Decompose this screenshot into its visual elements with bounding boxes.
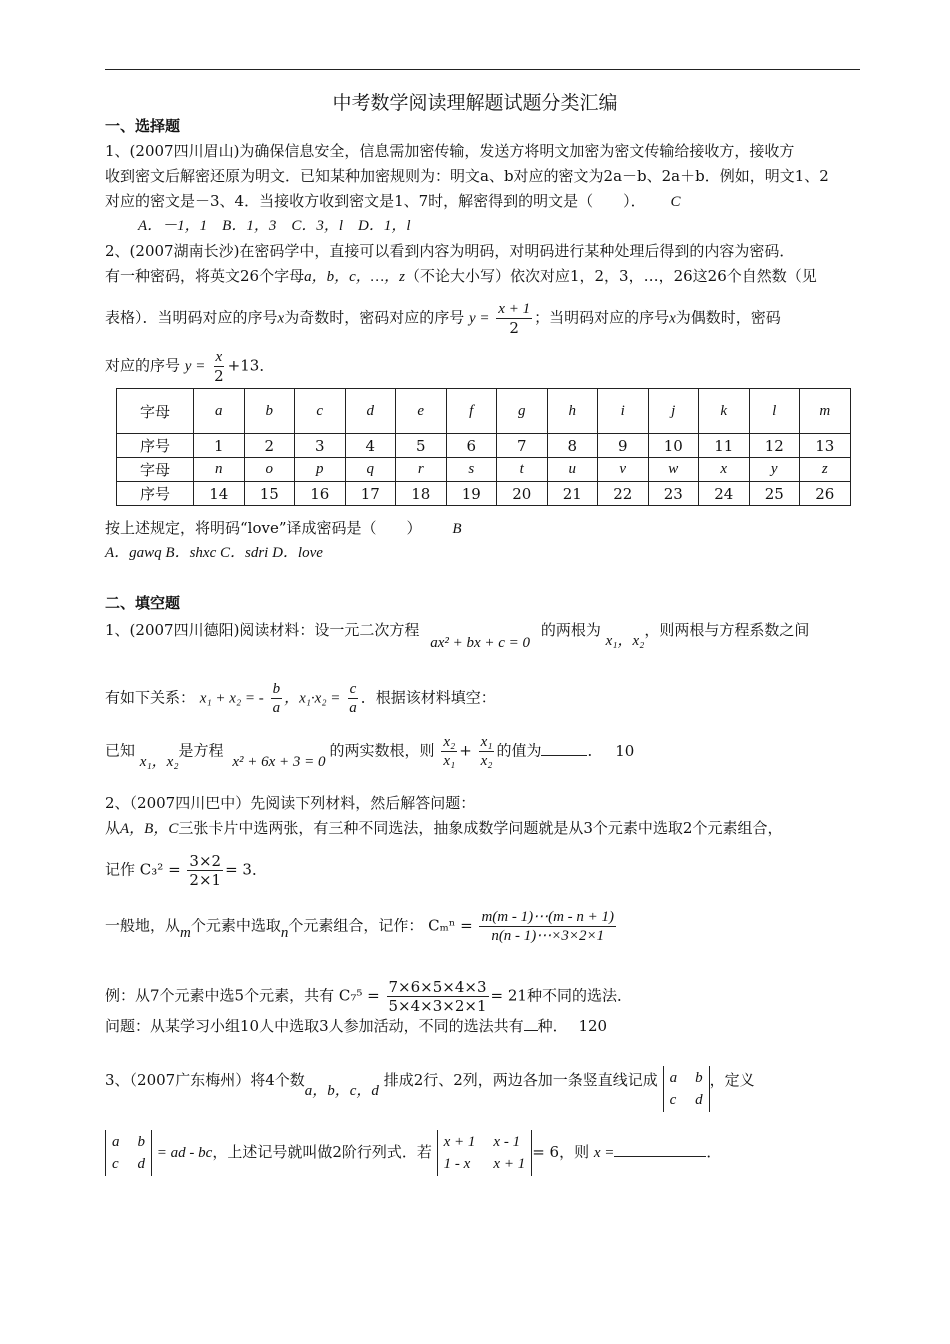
s2-q2-line6-b: 种． (537, 1017, 568, 1035)
s2-q1-line1-c: ，则两根与方程系数之间 (644, 621, 810, 639)
s2-q1-line2-b: ．根据该材料填空： (360, 688, 496, 707)
number-cell: 1 (194, 434, 245, 458)
letter-cell: n (194, 458, 245, 482)
number-cell: 8 (547, 434, 598, 458)
det-cell: d (695, 1092, 703, 1108)
s1-q1-line1: 1、(2007四川眉山)为确保信息安全，信息需加密传输，发送方将明文加密为密文传输给接收方，接收方 (105, 142, 795, 160)
s2-q2-combg-num: m(m - 1)⋯(m - n + 1) (481, 909, 615, 925)
s2-q3-vars: a，b，c，d (304, 1083, 379, 1099)
letter-cell: s (446, 458, 497, 482)
s2-q1-frac1-den: x₁ (443, 753, 456, 769)
number-cell: 4 (345, 434, 396, 458)
letter-cell: a (194, 389, 245, 434)
s2-q2-line4-a: 一般地，从 (105, 916, 181, 935)
table-row (117, 389, 851, 434)
s1-q2-line4-a: 对应的序号 (105, 356, 181, 375)
s2-q1-line3-b: 是方程 (178, 741, 224, 760)
s2-q1-sum-den: a (272, 700, 281, 716)
s2-q1-frac2-num: x₁ (480, 734, 493, 750)
s2-q1-line1-b: 的两根为 (540, 621, 601, 639)
s2-q1-frac1 (441, 733, 457, 770)
table-row (117, 482, 851, 506)
s2-q1-line3: 已知 x₁，x₂是方程 x² + 6x + 3 = 0的两实数根，则 $\frac{\text{x₂}}{\text{x₁}}$ + $\frac{\text{x₁}}{\text{x₂}}$ 的值为 ． 10 (105, 734, 635, 770)
s2-q2-comb1-den: 2×1 (189, 871, 222, 889)
s2-q2-line4-b: 个元素中选取 (190, 916, 281, 935)
letter-cell: r (396, 458, 447, 482)
section2-heading: 二、填空题 (105, 594, 181, 612)
s2-q1-line3-a: 已知 (105, 741, 136, 760)
s1-q2-options: A．gawq B．shxc C．sdri D．love (105, 545, 323, 561)
letter-cell: q (345, 458, 396, 482)
number-cell: 9 (598, 434, 649, 458)
s2-q1-line1 (105, 620, 810, 651)
s1-q2-line3 (105, 300, 781, 337)
s2-q2-comb2: C₇⁵ (338, 986, 363, 1005)
s2-q3-det-notation (663, 1066, 710, 1112)
s1-q2-question-line (105, 518, 461, 539)
s2-q3-def-rhs: = ad - bc (156, 1145, 213, 1161)
letter-cell: k (699, 389, 750, 434)
s2-q2-comb1-num: 3×2 (189, 852, 222, 870)
s2-q2-comb2-den: 5×4×3×2×1 (388, 997, 487, 1015)
s2-q2-line4: 一般地，从m个元素中选取n个元素组合，记作： Cₘⁿ = $\frac{m(m - 1)\cdots(m - n + 1)}{n(n - 1)\cdots\times 3\times 2\times 1}$ (105, 909, 615, 944)
det-cell: x - 1 (493, 1134, 521, 1150)
number-cell: 7 (497, 434, 548, 458)
s1-q2-letters: a，b，c，…，z (304, 269, 405, 285)
det-cell: b (695, 1070, 703, 1086)
s1-q2-line4 (105, 348, 274, 385)
s2-q1-equation-2: x² + 6x + 3 = 0 (232, 753, 326, 770)
s2-q2-comb2-result: = 21 (490, 986, 527, 1005)
s2-q2-comb2-fraction (387, 978, 489, 1015)
s2-q1-sum-num: b (272, 681, 281, 697)
letter-cell: x (699, 458, 750, 482)
s2-q1-prod-num: c (349, 681, 357, 697)
s2-q1-equation: ax² + bx + c = 0 (430, 635, 531, 651)
number-cell: 11 (699, 434, 750, 458)
s1-q1-answer: C (670, 194, 681, 210)
s1-q2-var-x: x (277, 310, 285, 327)
s1-q2-question: 按上述规定，将明码“love”译成密码是（ ） (105, 519, 422, 537)
s2-q3-line2 (105, 1130, 721, 1176)
s1-q2-line2 (105, 266, 817, 287)
header-rule (105, 69, 860, 70)
letter-cell: g (497, 389, 548, 434)
s2-q2-line3: 记作 C₃² = $\frac{3\times 2}{2\times 1}$ = 3． (105, 852, 267, 889)
s2-q3-line2-b: ，则 (559, 1143, 590, 1161)
number-cell: 6 (446, 434, 497, 458)
row-label-number: 序号 (117, 434, 194, 458)
s2-q2-var-m: m (180, 924, 191, 941)
s2-q3-x-eq: x = (593, 1145, 615, 1161)
s2-q1-line2 (105, 680, 496, 717)
det-cell: c (112, 1156, 119, 1172)
letter-cell: y (749, 458, 800, 482)
s2-q1-line3-d: 的值为 (496, 741, 542, 760)
det-cell: b (137, 1134, 145, 1150)
letter-cell: f (446, 389, 497, 434)
s1-q1-options: A．－1，1 B．1，3 C．3，l D．1，l (138, 218, 411, 234)
s2-q3-answer-blank (614, 1156, 706, 1157)
page-title: 中考数学阅读理解题试题分类汇编 (332, 92, 618, 114)
number-cell: 3 (295, 434, 346, 458)
s2-q2-line3-a: 记作 (105, 860, 136, 879)
s2-q2-line2-a: 从 (105, 819, 121, 837)
s1-q2-line2-a: 有一种密码，将英文26个字母 (105, 267, 305, 285)
s1-q2-answer: B (452, 521, 462, 537)
s2-q1-roots: x₁，x₂ (605, 633, 645, 649)
s2-q2-combg-den: n(n - 1)⋯×3×2×1 (491, 928, 605, 944)
s2-q1-answer: 10 (615, 741, 635, 760)
s2-q2-line5: 例：从7个元素中选5个元素，共有 C₇⁵ = $\frac{7\times 6\times 5\times 4\times 3}{5\times 4\times 3\times 2\times 1}$ = 21种不同的选法． (105, 978, 632, 1015)
s2-q2-line1: 2、（2007四川巴中）先阅读下列材料，然后解答问题： (105, 794, 476, 812)
number-cell: 25 (749, 482, 800, 506)
number-cell: 10 (648, 434, 699, 458)
s2-q1-sum-lhs: x₁ + x₂ = - (199, 690, 264, 707)
number-cell: 23 (648, 482, 699, 506)
letter-cell: j (648, 389, 699, 434)
number-cell: 15 (244, 482, 295, 506)
s2-q2-combg: Cₘⁿ (428, 916, 456, 935)
letter-cell: l (749, 389, 800, 434)
det-cell: a (669, 1070, 678, 1086)
s2-q2-vars: A，B，C (120, 821, 179, 837)
letter-cell: e (396, 389, 447, 434)
s1-q2-even-num: x (215, 349, 223, 365)
s2-q3-line1-c: ，定义 (709, 1071, 755, 1089)
s2-q2-answer-blank (524, 1030, 538, 1031)
s1-q2-line3-d: 为偶数时，密码 (675, 308, 781, 327)
number-cell: 12 (749, 434, 800, 458)
letter-cell: d (345, 389, 396, 434)
letter-cell: h (547, 389, 598, 434)
s2-q3-line1-a: 3、（2007广东梅州）将4个数 (105, 1071, 305, 1089)
s2-q1-prod-fraction (347, 680, 359, 717)
s2-q1-frac2 (479, 733, 495, 770)
number-cell: 13 (800, 434, 851, 458)
s2-q2-line2 (105, 818, 782, 839)
s1-q2-odd-lhs: y = (468, 310, 490, 327)
s2-q2-comb1-result: = 3 (225, 860, 252, 879)
number-cell: 2 (244, 434, 295, 458)
number-cell: 26 (800, 482, 851, 506)
s2-q1-frac1-num: x₂ (443, 734, 456, 750)
s2-q1-frac2-den: x₂ (480, 753, 493, 769)
s2-q3-det2-rhs: = 6 (532, 1143, 560, 1161)
letter-cell: p (295, 458, 346, 482)
letter-cell: o (244, 458, 295, 482)
letter-cell: b (244, 389, 295, 434)
s2-q2-line4-c: 个元素组合，记作： (288, 916, 424, 935)
s2-q2-comb1-fraction (187, 852, 223, 889)
number-cell: 14 (194, 482, 245, 506)
det-cell: c (669, 1092, 677, 1108)
s2-q3-line1-b: 排成2行、2列，两边各加一条竖直线记成 (383, 1071, 658, 1089)
s2-q2-line5-a: 例：从7个元素中选5个元素，共有 (105, 986, 335, 1005)
det-cell: 1 - x (443, 1156, 471, 1172)
s2-q3-end: ． (706, 1143, 722, 1161)
s2-q1-answer-blank (541, 755, 587, 756)
s2-q1-line1-a: 1、(2007四川德阳)阅读材料：设一元二次方程 (105, 621, 420, 639)
s2-q2-line6-text: 问题：从某学习小组10人中选取3人参加活动，不同的选法共有 (105, 1017, 524, 1035)
s1-q2-odd-fraction (496, 300, 532, 337)
s1-q2-even-lhs: y = (184, 358, 206, 375)
s2-q2-answer: 120 (578, 1017, 608, 1035)
s1-q2-line3-a: 表格）．当明码对应的序号 (105, 308, 278, 327)
det-cell: a (112, 1134, 120, 1150)
s1-q2-even-den: 2 (214, 367, 224, 385)
s1-q2-odd-num: x + 1 (498, 301, 531, 317)
row-label-number: 序号 (117, 482, 194, 506)
number-cell: 16 (295, 482, 346, 506)
s2-q1-prod-lhs: ，x₁·x₂ = (284, 690, 341, 707)
s2-q2-combg-fraction (479, 908, 616, 945)
s2-q1-line3-c: 的两实数根，则 (329, 741, 435, 760)
s2-q3-det-equation (437, 1130, 533, 1176)
det-cell: x + 1 (443, 1134, 476, 1150)
s1-q2-even-rest: +13 (227, 356, 260, 375)
s2-q1-line2-a: 有如下关系： (105, 688, 196, 707)
number-cell: 19 (446, 482, 497, 506)
row-label-letter: 字母 (117, 389, 194, 434)
cipher-table (116, 388, 851, 506)
letter-cell: z (800, 458, 851, 482)
number-cell: 21 (547, 482, 598, 506)
s1-q1-line3-text: 对应的密文是－3、4．当接收方收到密文是1、7时，解密得到的明文是（ ）． (105, 192, 646, 210)
s2-q3-line2-a: ，上述记号就叫做2阶行列式．若 (212, 1143, 432, 1161)
s2-q2-comb1: C₃² (139, 860, 164, 879)
s1-q2-line2-b: （不论大小写）依次对应1，2，3，…，26这26个自然数（见 (404, 267, 817, 285)
s2-q2-line2-b: 三张卡片中选两张，有三种不同选法，抽象成数学问题就是从3个元素中选取2个元素组合， (178, 819, 783, 837)
table-row (117, 458, 851, 482)
letter-cell: i (598, 389, 649, 434)
number-cell: 20 (497, 482, 548, 506)
s2-q1-sum-fraction (271, 680, 283, 717)
row-label-letter: 字母 (117, 458, 194, 482)
s2-q3-det-definition (105, 1130, 152, 1176)
letter-cell: c (295, 389, 346, 434)
s1-q2-odd-den: 2 (509, 319, 519, 337)
letter-cell: m (800, 389, 851, 434)
s1-q2-even-fraction (212, 348, 226, 385)
det-cell: x + 1 (493, 1156, 526, 1172)
s1-q1-line2: 收到密文后解密还原为明文．已知某种加密规则为：明文a、b对应的密文为2a－b、2a＋b．例如，明文1、2 (105, 167, 829, 185)
letter-cell: u (547, 458, 598, 482)
s2-q1-prod-den: a (349, 700, 357, 716)
table-row (117, 434, 851, 458)
section1-heading: 一、选择题 (105, 117, 181, 135)
s1-q2-line4-end: ． (259, 356, 275, 375)
number-cell: 17 (345, 482, 396, 506)
s1-q2-line3-c: ；当明码对应的序号 (534, 308, 670, 327)
det-cell: d (137, 1156, 145, 1172)
letter-cell: w (648, 458, 699, 482)
s2-q3-line1 (105, 1058, 755, 1108)
s2-q2-line5-b: 种不同的选法． (526, 986, 632, 1005)
s1-q1-line3 (105, 191, 680, 212)
letter-cell: v (598, 458, 649, 482)
letter-cell: t (497, 458, 548, 482)
number-cell: 22 (598, 482, 649, 506)
s1-q2-line1: 2、(2007湖南长沙)在密码学中，直接可以看到内容为明码，对明码进行某种处理后得到的内容为密码． (105, 242, 795, 260)
s2-q2-var-n: n (280, 924, 289, 941)
s2-q2-comb2-num: 7×6×5×4×3 (388, 978, 487, 996)
s1-q2-line3-b: 为奇数时，密码对应的序号 (284, 308, 465, 327)
s2-q1-plus: + (459, 741, 472, 760)
s2-q2-line6 (105, 1016, 607, 1036)
s2-q1-roots-2: x₁，x₂ (139, 753, 179, 770)
number-cell: 5 (396, 434, 447, 458)
s1-q2-var-x2: x (669, 310, 676, 327)
number-cell: 24 (699, 482, 750, 506)
number-cell: 18 (396, 482, 447, 506)
